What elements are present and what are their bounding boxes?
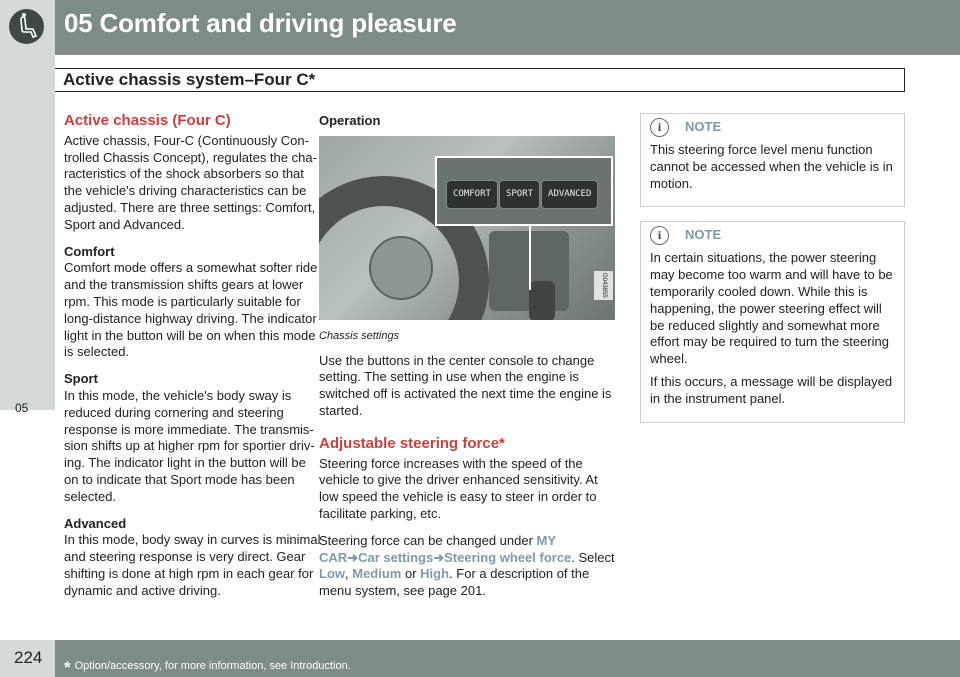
section-title-box	[55, 68, 905, 92]
option-high: High	[420, 566, 450, 582]
info-icon: i	[650, 226, 669, 245]
image-caption: Chassis settings	[319, 329, 400, 342]
page-number: 224	[14, 648, 43, 667]
column-middle	[319, 113, 615, 610]
heading-steering-force: Adjustable steering force*	[319, 434, 505, 452]
steering-wheel-hub	[369, 236, 433, 300]
column-right	[640, 113, 905, 437]
comfort-mode-button: COMFORT	[446, 180, 498, 209]
footnote: * Option/accessory, for more information, see Introduction.	[64, 658, 351, 677]
note-box	[640, 113, 905, 207]
column-left	[64, 113, 322, 610]
chapter-header	[0, 0, 960, 55]
sport-mode-button: SPORT	[499, 180, 540, 209]
callout-pointer	[529, 224, 531, 290]
advanced-mode-button: ADVANCED	[541, 180, 598, 209]
heading-operation: Operation	[319, 113, 381, 128]
chapter-icon-tab	[0, 0, 55, 55]
heading-comfort: Comfort	[64, 243, 115, 259]
chassis-settings-photo	[319, 136, 615, 320]
heading-sport: Sport	[64, 371, 98, 387]
heading-active-chassis: Active chassis (Four C)	[64, 112, 231, 129]
note-text: This steering force level menu function cannot be accessed when the vehicle is in motion.	[650, 142, 893, 191]
menu-my-car: MY CAR	[319, 532, 556, 565]
comfort-paragraph: Comfort mode offers a somewhat softer ride and the transmission shifts gears at lower rpm. This mode is particularly suitable for long-distance highway driving. The indicator light in the button will be on when this mode is selected.	[64, 260, 318, 360]
note-label: NOTE	[685, 119, 722, 135]
note-label: NOTE	[685, 227, 722, 243]
note-box	[640, 221, 905, 422]
option-medium: Medium	[352, 566, 402, 582]
advanced-paragraph: In this mode, body sway in curves is minimal and steering response is very direct. Gear shifting is done at high rpm in each gear for dynamic and active driving.	[64, 532, 321, 598]
menu-path-paragraph: Steering force can be changed under MY CAR➜Car settings➜Steering wheel force. Select Low, Medium or High. For a description of the menu system, see page 201.	[319, 532, 615, 599]
arrow-right-icon: ➜	[433, 549, 445, 565]
menu-car-settings: Car settings	[358, 549, 434, 565]
button-callout	[435, 156, 613, 226]
image-id: G043855	[594, 271, 613, 300]
option-low: Low	[319, 566, 345, 582]
chapter-number: 05	[15, 401, 29, 415]
chapter-title: 05 Comfort and driving pleasure	[64, 8, 457, 38]
chapter-side-tab	[0, 55, 55, 415]
heading-advanced: Advanced	[64, 515, 127, 531]
gear-lever-illustration	[529, 281, 555, 320]
note-text: If this occurs, a message will be displayed in the instrument panel.	[650, 373, 893, 406]
steering-paragraph: Steering force increases with the speed of the vehicle to give the driver enhanced sensitivity. At low speed the vehicle is easy to steer in order to facilitate parking, etc.	[319, 455, 598, 521]
menu-steering-wheel-force: Steering wheel force	[444, 549, 572, 565]
seat-icon	[9, 9, 44, 44]
sport-paragraph: In this mode, the vehicle's body sway is reduced during cornering and steering response is more immediate. The transmis-sion shifts up at higher rpm for sportier driv-ing. The indicator light in the button will be on to indicate that Sport mode has been selected.	[64, 387, 315, 504]
arrow-right-icon: ➜	[347, 549, 359, 565]
section-title: Active chassis system–Four C*	[63, 70, 316, 89]
footer-tab	[0, 640, 55, 677]
info-icon: i	[650, 118, 669, 137]
operation-paragraph: Use the buttons in the center console to change setting. The setting in use when the engine is switched off is activated the next time the engine is started.	[319, 352, 612, 418]
intro-paragraph: Active chassis, Four-C (Continuously Con-trolled Chassis Concept), regulates the cha-racteristics of the shock absorbers so that the vehicle's driving characteristics can be adjusted. There are three settings: Comfort, Sport and Advanced.	[64, 132, 317, 232]
note-text: In certain situations, the power steering may become too warm and will have to be temporarily cooled down. While this is happening, the power steering effect will be reduced slightly and somewhat more effort may be required to turn the steering wheel.	[650, 250, 893, 367]
page-footer	[0, 640, 960, 677]
